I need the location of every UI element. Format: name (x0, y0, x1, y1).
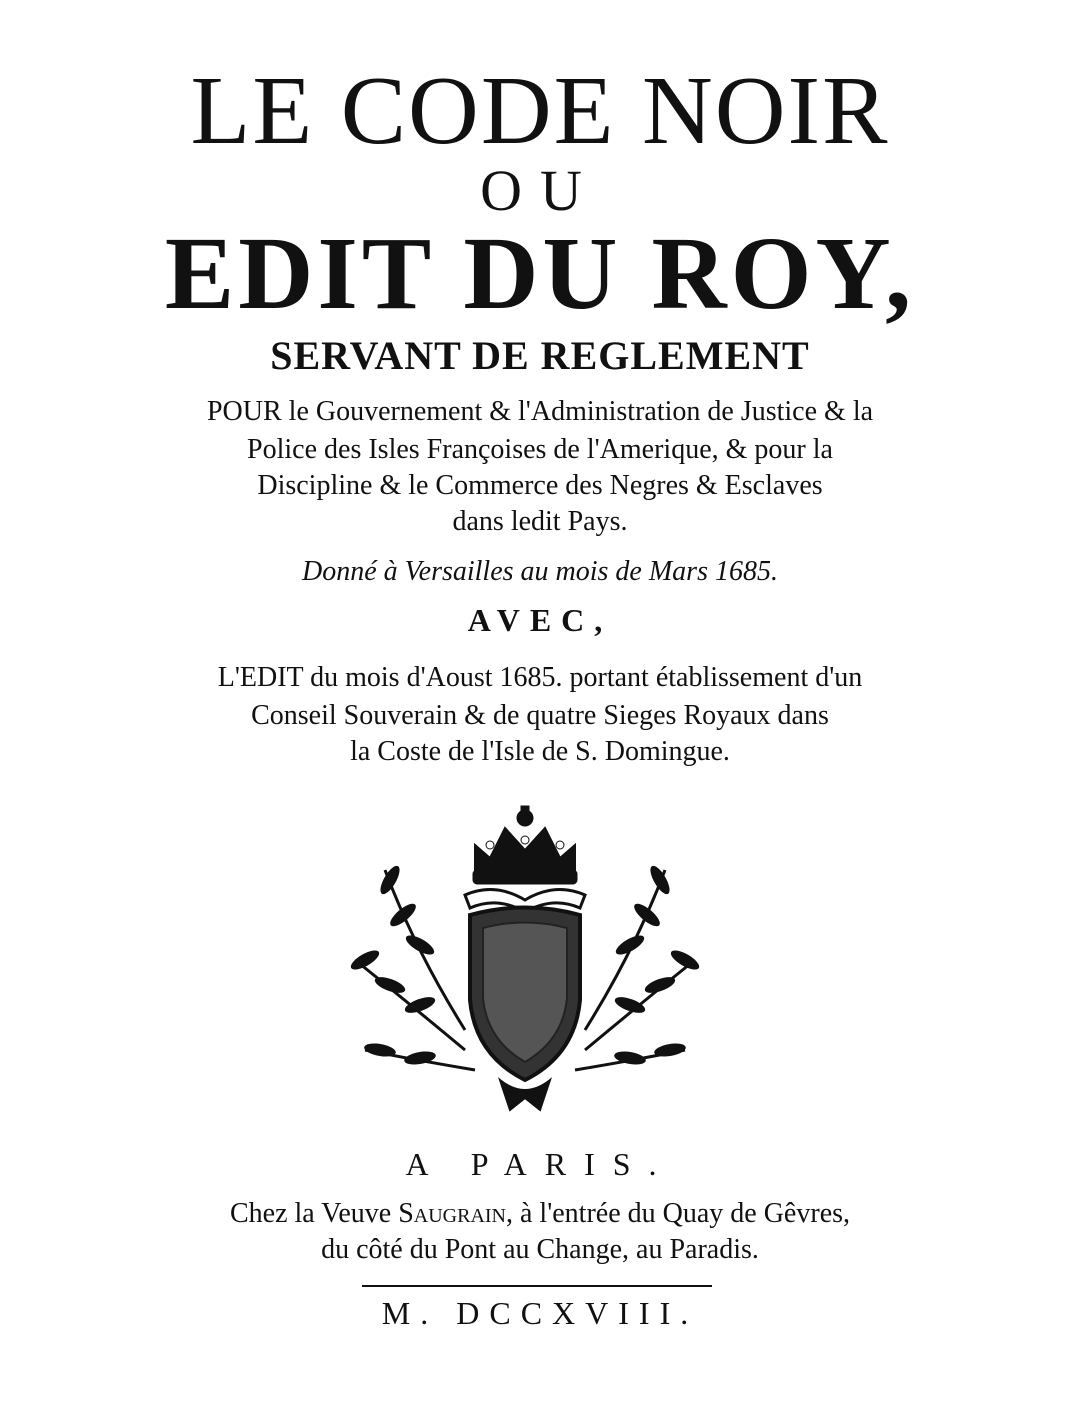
imprint-line-2: du côté du Pont au Change, au Paradis. (321, 1234, 759, 1265)
imprint-prefix: Chez la Veuve (229, 1198, 399, 1229)
description-line-2: Police des Isles Françoises de l'Amerique, & pour la (247, 434, 833, 465)
title-line-3: EDIT DU ROY, (164, 216, 916, 331)
imprint-line-1 (0, 1200, 1080, 1228)
right-branch-icon (575, 870, 695, 1070)
description-line-3: Discipline & le Commerce des Negres & Esclaves (257, 470, 823, 501)
title-line-2: OU (480, 158, 600, 223)
subtitle: SERVANT DE REGLEMENT (270, 333, 810, 378)
title-line-1: LE CODE NOIR (190, 57, 890, 165)
crown-icon (473, 806, 577, 884)
edit-line-1: L'EDIT du mois d'Aoust 1685. portant établissement d'un (217, 662, 863, 693)
avec-heading: AVEC, (467, 602, 613, 638)
description-line-1: POUR le Gouvernement & l'Administration de Justice & la (206, 396, 874, 427)
left-branch-icon (355, 870, 475, 1070)
description-line-4: dans ledit Pays. (452, 506, 628, 537)
date-line: Donné à Versailles au mois de Mars 1685. (302, 556, 778, 587)
imprint-city: A PARIS. (405, 1146, 675, 1182)
royal-crowned-coat-of-arms-icon (325, 800, 725, 1120)
imprint-publisher-name: Saugrain (398, 1198, 506, 1229)
publication-year: M. DCCXVIII. (381, 1295, 699, 1331)
edit-line-2: Conseil Souverain & de quatre Sieges Royaux dans (251, 700, 829, 731)
shield-icon (470, 908, 580, 1081)
divider-rule (362, 1285, 712, 1287)
edit-line-3: la Coste de l'Isle de S. Domingue. (350, 736, 730, 767)
imprint-address: , à l'entrée du Quay de Gêvres, (506, 1198, 851, 1229)
